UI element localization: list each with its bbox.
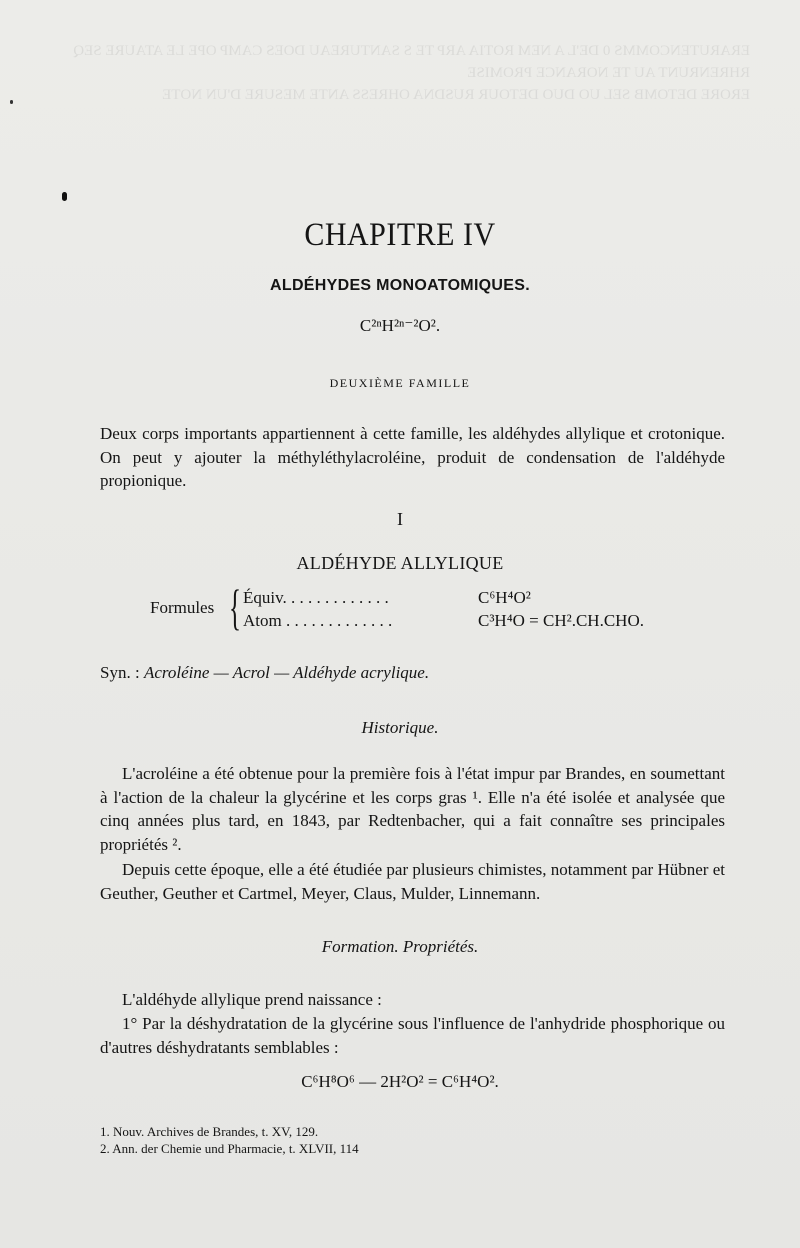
formula-row-label: Équiv. . . . . . . . . . . . . xyxy=(243,588,389,607)
formation-paragraph-2: 1° Par la déshydratation de la glycérine sous l'influence de l'anhydride phosphorique ou d'autres déshydratants semblables : xyxy=(100,1014,725,1057)
historique-paragraph-2: Depuis cette époque, elle a été étudiée par plusieurs chimistes, notamment par Hübner et Geuther, Geuther et Cartmel, Meyer, Claus, Mulder, Linnemann. xyxy=(100,860,725,903)
chapter-title: CHAPITRE IV xyxy=(304,216,496,253)
historique-paragraph-1: L'acroléine a été obtenue pour la première fois à l'état impur par Brandes, en soumettant à l'action de la chaleur la glycérine et les corps gras ¹. Elle n'a été isolée et analysée que cinq années plus tard, en 1843, par Redtenbacher, qui a fait connaître ses principales propriétés ². xyxy=(100,764,725,854)
footnote-1: 1. Nouv. Archives de Brandes, t. XV, 129. xyxy=(100,1124,319,1139)
formation-heading: Formation. Propriétés. xyxy=(321,937,479,956)
synonyms-line xyxy=(100,663,429,683)
synonyms-text: Acroléine — Acrol — Aldéhyde acrylique. xyxy=(143,663,430,682)
formation-paragraph-1: L'aldéhyde allylique prend naissance : xyxy=(122,990,382,1009)
brace-glyph: { xyxy=(229,579,241,635)
subsection-number: I xyxy=(397,509,403,529)
formula-row-label: Atom . . . . . . . . . . . . . xyxy=(243,611,393,630)
historique-heading: Historique. xyxy=(361,718,439,737)
subsection-title: ALDÉHYDE ALLYLIQUE xyxy=(296,553,504,573)
reaction-equation: C⁶H⁸O⁶ — 2H²O² = C⁶H⁴O². xyxy=(301,1072,499,1091)
formulas-label: Formules xyxy=(150,598,215,617)
footnote-2: 2. Ann. der Chemie und Pharmacie, t. XLVII, 114 xyxy=(100,1141,359,1156)
intro-paragraph: Deux corps importants appartiennent à cette famille, les aldéhydes allylique et crotonique. On peut y ajouter la méthyléthylacroléine, produit de condensation de l'aldéhyde propionique. xyxy=(100,424,725,490)
family-title: DEUXIÈME FAMILLE xyxy=(329,376,471,390)
section-title: ALDÉHYDES MONOATOMIQUES. xyxy=(270,277,530,294)
formula-row-value: C³H⁴O = CH².CH.CHO. xyxy=(478,611,644,630)
print-speck xyxy=(62,192,67,201)
general-formula: C²ⁿH²ⁿ⁻²O². xyxy=(359,316,441,335)
bleed-through-text: ERARUTENCOMMS 0 DE'L A NEM ROTIA ARP TE S SANTUREAU DOES CAMP OPE LE ATAURE SEQ RHRENRUNT AU TE NORANCE PROMISE ERORE DETOMB SEL UO DUO DETOUR RUSDNA OHRESS ANTE MESURE D'UN NOTE xyxy=(73,43,750,103)
print-speck xyxy=(10,100,13,104)
synonyms-prefix: Syn. : xyxy=(100,663,140,682)
formula-row-value: C⁶H⁴O² xyxy=(478,588,531,607)
